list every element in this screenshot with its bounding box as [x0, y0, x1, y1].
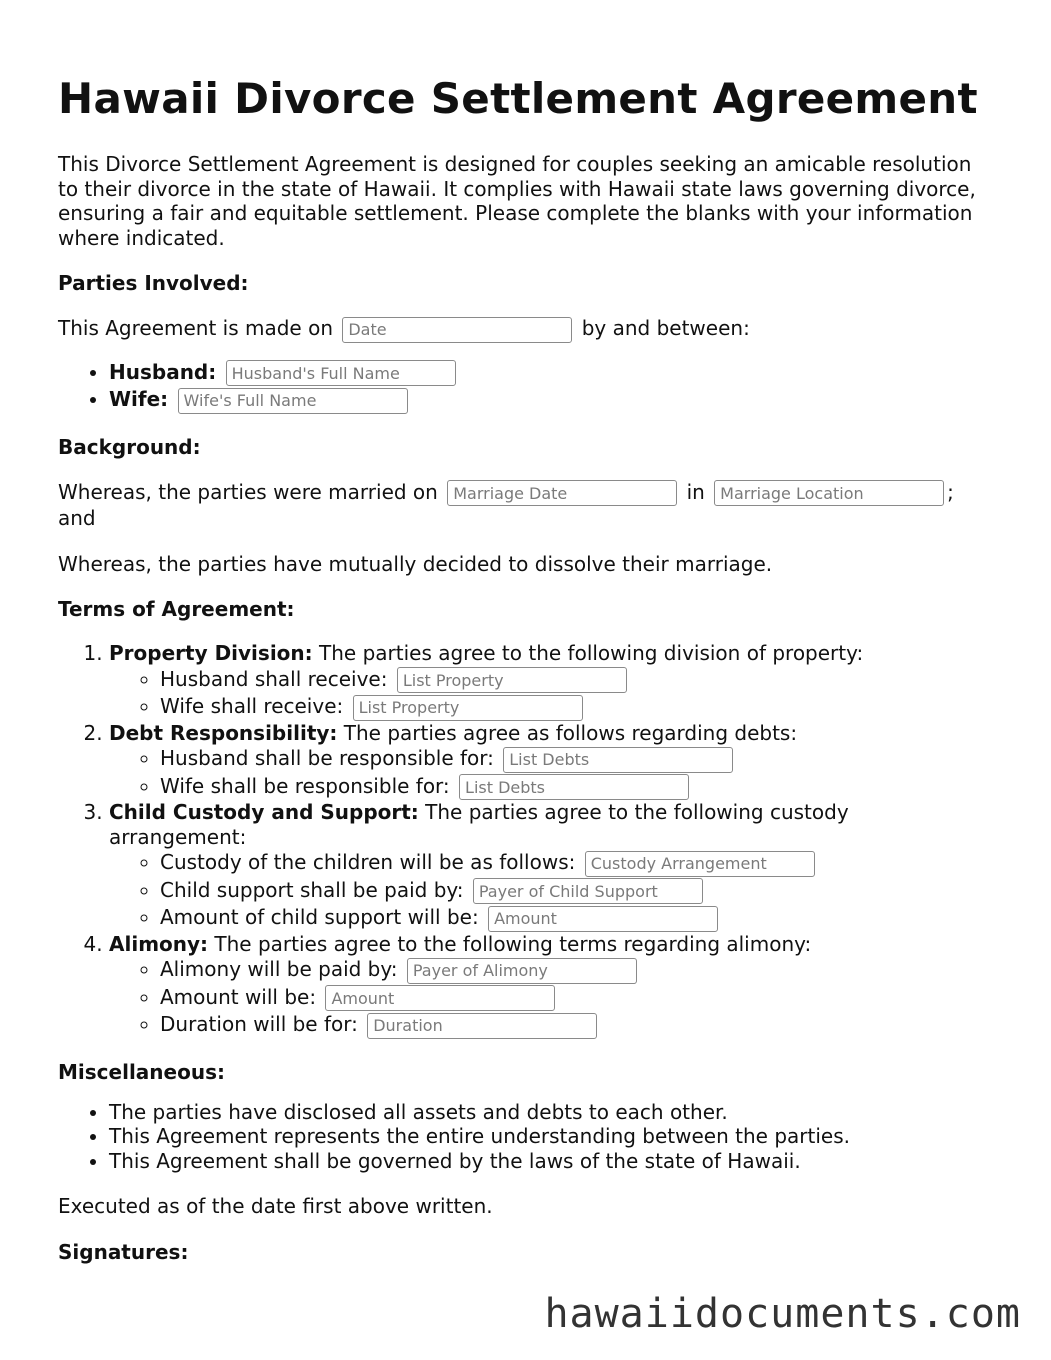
marriage-location-input[interactable] — [714, 480, 944, 506]
debt-label: Debt Responsibility: — [109, 720, 338, 745]
in-text: in — [686, 479, 705, 504]
married-prefix: Whereas, the parties were married on — [58, 479, 438, 504]
husband-property-input[interactable] — [397, 667, 627, 693]
wife-debts-input[interactable] — [459, 774, 689, 800]
alimony-item — [109, 932, 978, 1039]
agreement-date-input[interactable] — [342, 317, 572, 343]
alimony-text: The parties agree to the following terms regarding alimony: — [214, 931, 812, 956]
property-label: Property Division: — [109, 641, 313, 665]
married-suffix: ; and — [58, 479, 954, 530]
debt-text: The parties agree as follows regarding debts: — [343, 720, 798, 745]
debt-husband-item — [160, 745, 978, 773]
custody-arrangement-item — [160, 849, 978, 877]
custody-arrangement-input[interactable] — [585, 851, 815, 877]
debt-wife-label: Wife shall be responsible for: — [160, 773, 450, 798]
wife-item — [109, 386, 978, 414]
agreement-date-line — [58, 316, 978, 343]
property-wife-label: Wife shall receive: — [160, 694, 344, 718]
husband-debts-input[interactable] — [503, 747, 733, 773]
custody-label: Child Custody and Support: — [109, 800, 419, 824]
wife-property-input[interactable] — [353, 695, 583, 721]
child-support-amount-item — [160, 904, 978, 932]
misc-heading: Miscellaneous: — [58, 1059, 225, 1084]
wife-name-input[interactable] — [178, 388, 408, 414]
custody-sublist — [109, 849, 978, 932]
misc-item: • The parties have disclosed all assets and debts to each other. — [109, 1100, 978, 1125]
alimony-payer-item — [160, 956, 978, 984]
alimony-duration-item — [160, 1011, 978, 1039]
child-support-amount-label: Amount of child support will be: — [160, 905, 479, 929]
terms-heading: Terms of Agreement: — [58, 597, 295, 621]
signatures-heading: Signatures: — [58, 1239, 189, 1264]
made-on-suffix: by and between: — [581, 316, 750, 340]
property-husband-item — [160, 666, 978, 694]
alimony-amount-label: Amount will be: — [160, 984, 317, 1009]
husband-name-input[interactable] — [226, 360, 456, 386]
document-page — [58, 0, 978, 1264]
alimony-payer-label: Alimony will be paid by: — [160, 957, 398, 981]
property-division-item — [109, 641, 978, 721]
misc-list — [58, 1100, 978, 1174]
made-on-prefix: This Agreement is made on — [58, 316, 333, 340]
alimony-sublist — [109, 956, 978, 1039]
misc-item: • This Agreement represents the entire understanding between the parties. — [109, 1124, 978, 1149]
child-support-payer-input[interactable] — [473, 878, 703, 904]
child-custody-item — [109, 800, 978, 932]
background-heading: Background: — [58, 434, 201, 459]
child-support-payer-item — [160, 877, 978, 905]
alimony-label: Alimony: — [109, 931, 209, 956]
debt-husband-label: Husband shall be responsible for: — [160, 746, 494, 770]
terms-list — [58, 641, 978, 1039]
parties-list — [58, 359, 978, 414]
alimony-payer-input[interactable] — [407, 958, 637, 984]
property-text: The parties agree to the following division of property: — [319, 641, 864, 665]
property-wife-item — [160, 693, 978, 721]
husband-item — [109, 359, 978, 387]
debt-wife-item — [160, 773, 978, 801]
custody-text: The parties agree to the following custody arrangement: — [109, 800, 849, 849]
executed-line: Executed as of the date first above written. — [58, 1194, 493, 1218]
alimony-amount-item — [160, 984, 978, 1012]
debt-responsibility-item — [109, 721, 978, 801]
misc-item: • This Agreement shall be governed by the laws of the state of Hawaii. — [109, 1149, 978, 1174]
marriage-line — [58, 480, 978, 531]
property-husband-label: Husband shall receive: — [160, 666, 388, 691]
custody-arrangement-label: Custody of the children will be as follows: — [160, 850, 576, 874]
child-support-amount-input[interactable] — [488, 906, 718, 932]
parties-heading: Parties Involved: — [58, 271, 249, 295]
alimony-amount-input[interactable] — [325, 985, 555, 1011]
husband-label: Husband: — [109, 359, 217, 384]
intro-paragraph: This Divorce Settlement Agreement is designed for couples seeking an amicable resolution to their divorce in the state of Hawaii. It complies with Hawaii state laws governing divorce, ensuring a fair and equitable settlement. Please complete the blanks with your information where indicated. — [58, 152, 976, 250]
alimony-duration-label: Duration will be for: — [160, 1012, 358, 1036]
property-sublist — [109, 666, 978, 721]
marriage-date-input[interactable] — [447, 480, 677, 506]
dissolve-line: Whereas, the parties have mutually decided to dissolve their marriage. — [58, 551, 773, 576]
child-support-payer-label: Child support shall be paid by: — [160, 877, 464, 902]
page-title: Hawaii Divorce Settlement Agreement — [58, 74, 978, 123]
wife-label: Wife: — [109, 387, 169, 411]
debt-sublist — [109, 745, 978, 800]
alimony-duration-input[interactable] — [367, 1013, 597, 1039]
site-watermark: hawaiidocuments.com — [544, 1291, 1021, 1337]
